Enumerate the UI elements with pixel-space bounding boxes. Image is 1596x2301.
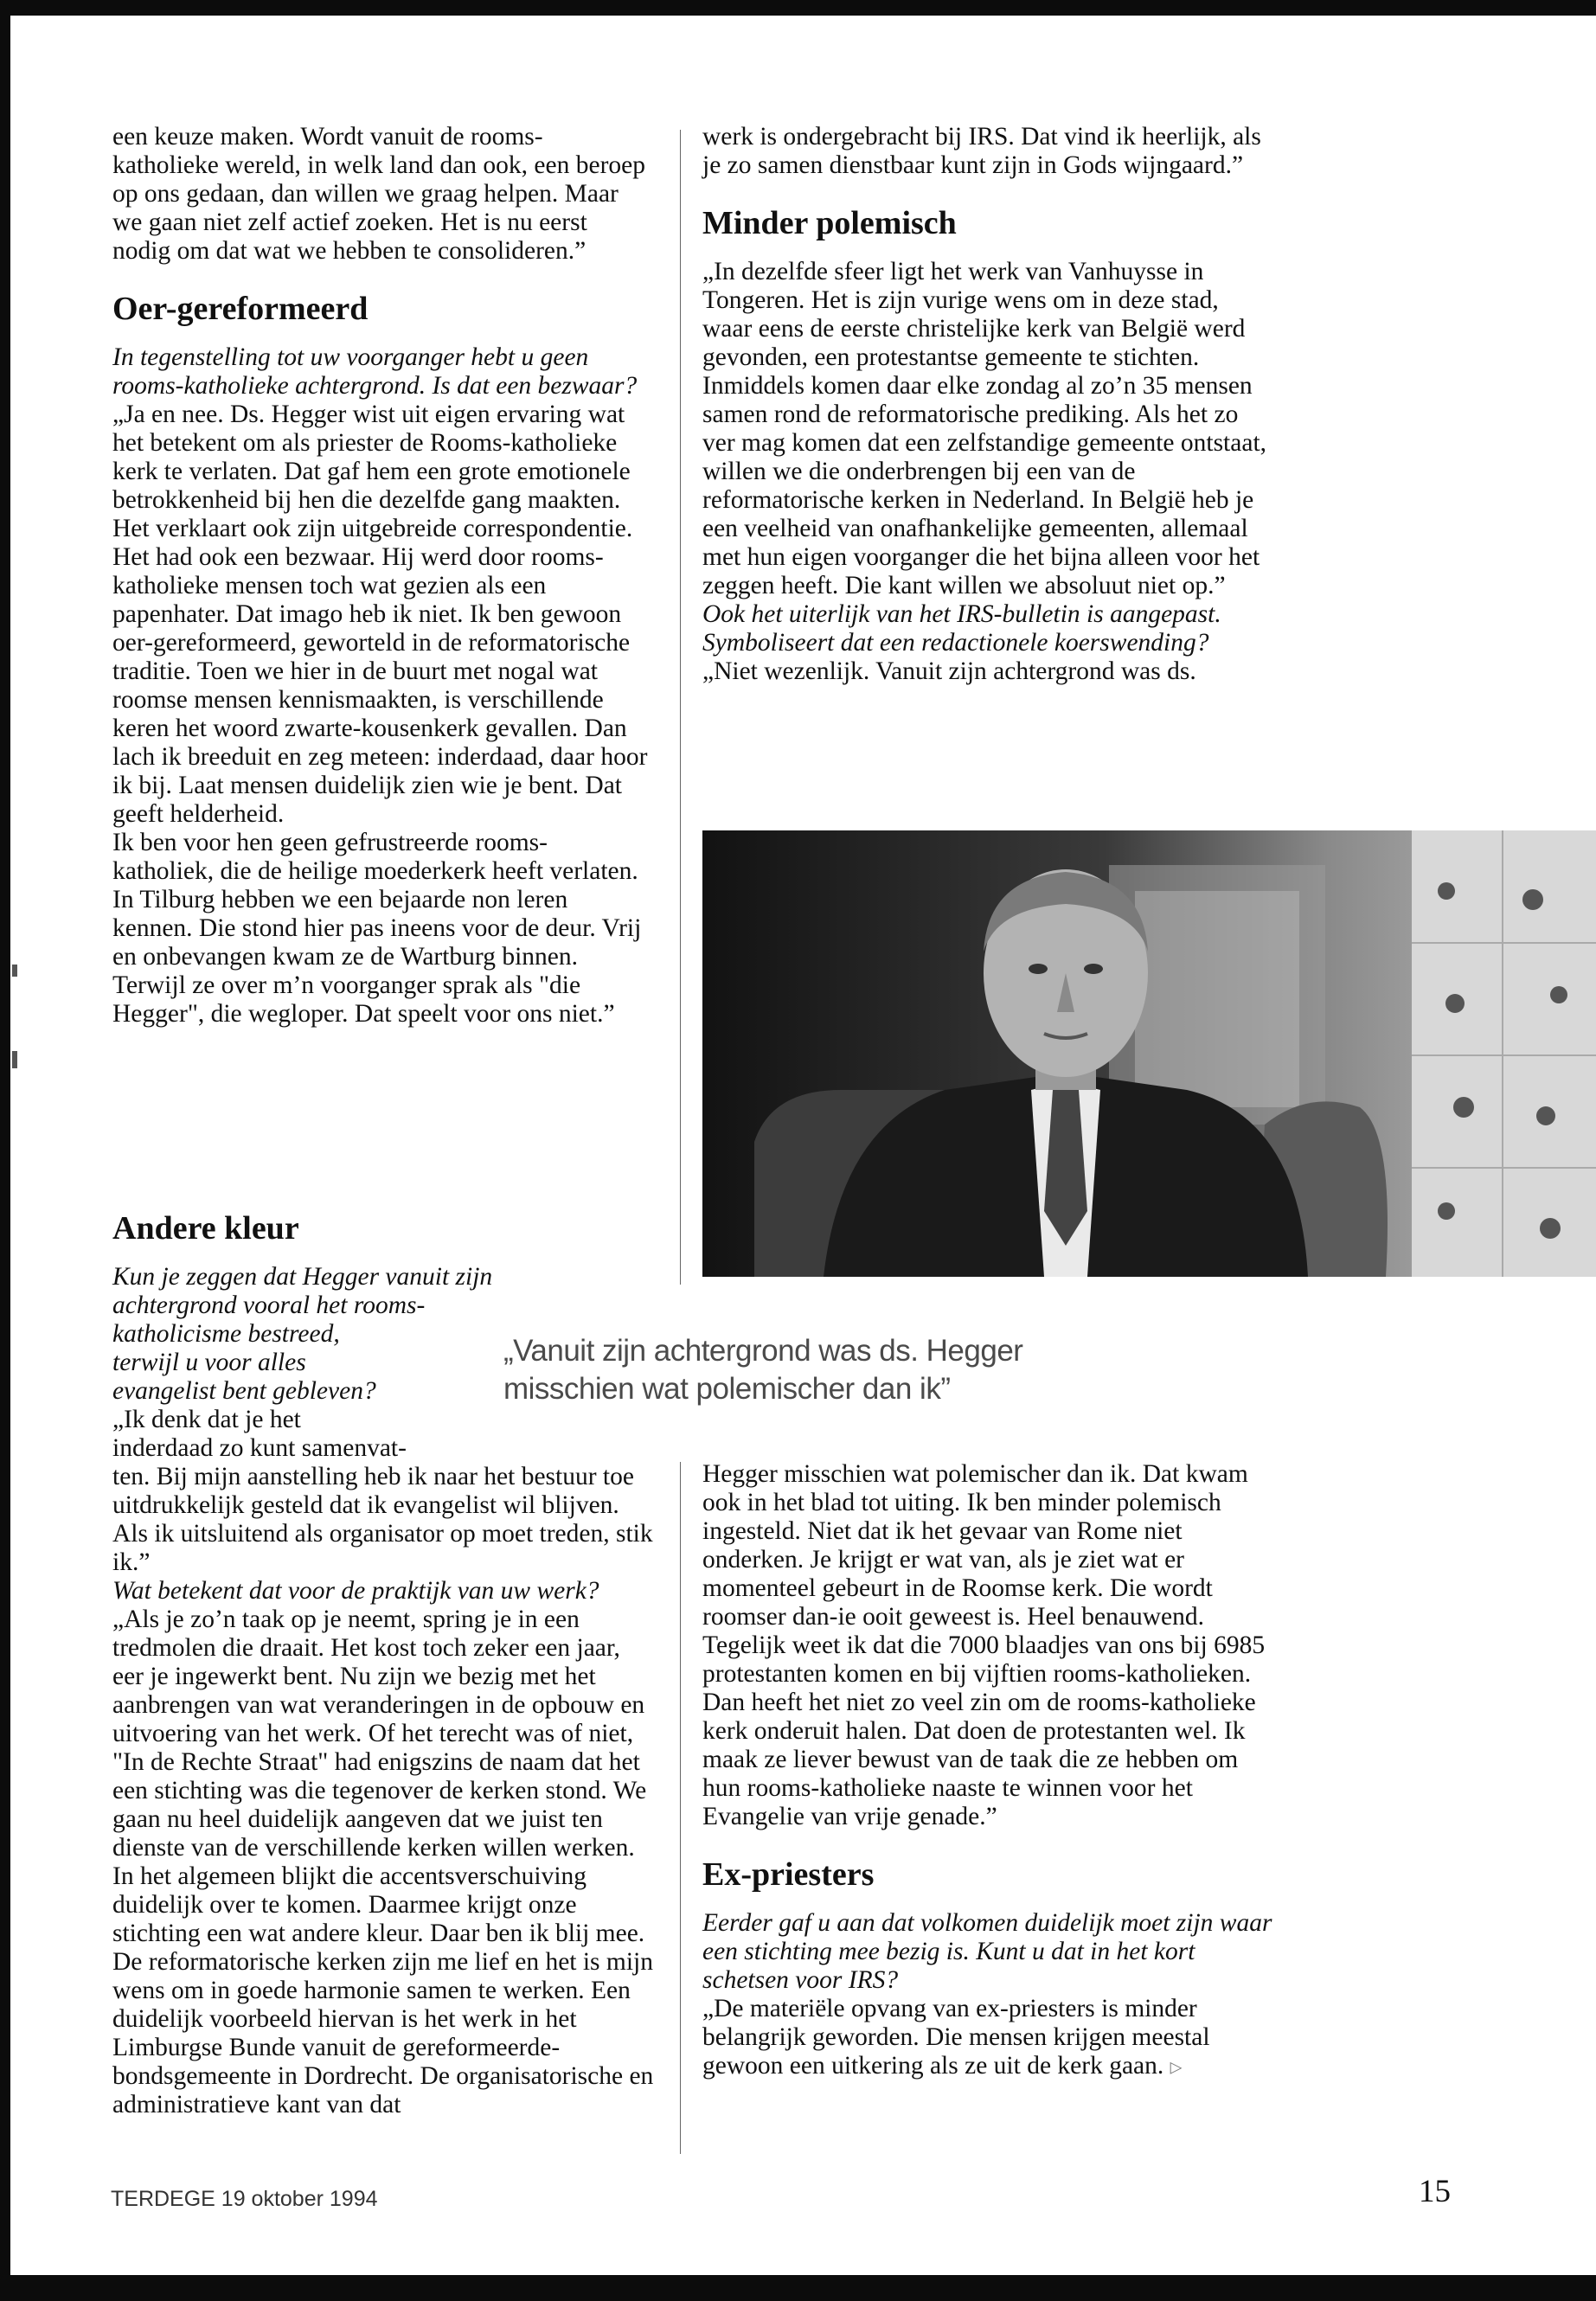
paragraph: werk is ondergebracht bij IRS. Dat vind ik heerlijk, als je zo samen dienstbaar kunt zijn in Gods wijngaard.” [702, 123, 1261, 179]
page-number: 15 [1419, 2174, 1451, 2209]
heading-oer-gereformeerd: Oer-gereformeerd [112, 291, 369, 327]
paragraph: „De materiële opvang van ex-priesters is minder belangrijk geworden. Die mensen krijgen meestal gewoon een uitkering als ze uit de kerk gaan. [702, 1995, 1210, 2080]
paragraph: „Als je zo’n taak op je neemt, spring je in een tredmolen die draait. Het kost toch zeker een jaar, eer je ingewerkt bent. Nu zijn we bezig met het aanbrengen van wat veranderingen in de opbouw en uitvoering van het werk. Of het terecht was of niet, "In de Rechte Straat" had enigszins de naam dat het een stichting was die tegenover de kerken stond. We gaan nu heel duidelijk aangeven dat we juist ten dienste van de verschillende kerken willen werken. [112, 1606, 647, 1862]
heading-minder-polemisch: Minder polemisch [702, 205, 957, 241]
paragraph: „In dezelfde sfeer ligt het werk van Vanhuysse in Tongeren. Het is zijn vurige wens om in deze stad, waar eens de eerste christelijke kerk van België werd gevonden, een protestantse gemeente te stichten. Inmiddels komen daar elke zondag al zo’n 35 mensen samen rond de reformatorische prediking. Als het zo ver mag komen dat een zelfstandige gemeente ontstaat, willen we die onderbrengen bij een van de reformatorische kerken in Nederland. In België heb je een veelheid van onafhankelijke gemeenten, allemaal met hun eigen voorganger die het bijna alleen voor het zeggen heeft. Die kant willen we absoluut niet op.” [702, 258, 1267, 599]
paragraph: Tegelijk weet ik dat die 7000 blaadjes van ons bij 6985 protestanten komen en bij vijftien rooms-katholieken. Dan heeft het niet zo veel zin om de rooms-katholieke kerk onderuit halen. Dat doen de protestanten wel. Ik maak ze liever bewust van de taak die ze hebben om hun rooms-katholieke naaste te winnen voor het Evangelie van vrije genade.” [702, 1631, 1266, 1830]
column-rule [680, 1462, 681, 2154]
column-right-bottom [702, 1460, 1273, 2082]
column-right-top [702, 123, 1273, 686]
heading-andere-kleur: Andere kleur [112, 1210, 299, 1247]
interview-question: Ook het uiterlijk van het IRS-bulletin is aangepast. Symboliseert dat een redactionele koerswending? [702, 600, 1221, 657]
paragraph: Ik ben voor hen geen gefrustreerde rooms-katholiek, die de heilige moederkerk heeft verlaten. In Tilburg hebben we een bejaarde non leren kennen. Die stond hier pas ineens voor de deur. Vrij en onbevangen kwam ze de Wartburg binnen. Terwijl ze over m’n voorganger sprak als "die Hegger", die wegloper. Dat speelt voor ons niet.” [112, 829, 642, 1028]
scan-top-border [0, 0, 1596, 16]
column-left-top [112, 123, 649, 1029]
continue-triangle-icon: ▷ [1170, 2058, 1183, 2077]
interview-question: Kun je zeggen dat Hegger vanuit zijn achtergrond vooral het rooms- [112, 1263, 493, 1319]
pull-quote-line: misschien wat polemischer dan ik” [503, 1372, 951, 1406]
scan-margin-mark [12, 965, 17, 977]
paragraph: In het algemeen blijkt die accentsverschuiving duidelijk over te komen. Daarmee krijgt onze stichting een wat andere kleur. Daar ben ik blij mee. De reformatorische kerken zijn me lief en het is mijn wens om in goede harmonie samen te werken. Een duidelijk voorbeeld hiervan is het werk in het Limburgse Bunde vanuit de gereformeerde-bondsgemeente in Dordrecht. De organisatorische en administratieve kant van dat [112, 1862, 654, 2118]
paragraph: „Ja en nee. Ds. Hegger wist uit eigen ervaring wat het betekent om als priester de Rooms-katholieke kerk te verlaten. Dat gaf hem een grote emotionele betrokkenheid bij hen die dezelfde gang maakten. Het verklaart ook zijn uitgebreide correspondentie. [112, 401, 633, 542]
heading-ex-priesters: Ex-priesters [702, 1856, 875, 1893]
footer-magazine-date: TERDEGE 19 oktober 1994 [111, 2187, 378, 2211]
pull-quote-line: „Vanuit zijn achtergrond was ds. Hegger [503, 1334, 1023, 1368]
paragraph: ten. Bij mijn aanstelling heb ik naar het bestuur toe uitdrukkelijk gesteld dat ik evangelist wil blijven. Als ik uitsluitend als organisator op moet treden, stik ik.” [112, 1463, 653, 1576]
portrait-photo [702, 830, 1596, 1277]
interview-question-continued: katholicisme bestreed, terwijl u voor alles evangelist bent gebleven? [112, 1320, 376, 1405]
interview-question: Eerder gaf u aan dat volkomen duidelijk moet zijn waar een stichting mee bezig is. Kunt u dat in het kort schetsen voor IRS? [702, 1909, 1272, 1994]
paragraph: een keuze maken. Wordt vanuit de rooms-katholieke wereld, in welk land dan ook, een beroep op ons gedaan, dan willen we graag helpen. Maar we gaan niet zelf actief zoeken. Het is nu eerst nodig om dat wat we hebben te consolideren.” [112, 123, 645, 265]
paragraph-start: „Ik denk dat je het inderdaad zo kunt samenvat- [112, 1406, 407, 1462]
interview-question: In tegenstelling tot uw voorganger hebt u geen rooms-katholieke achtergrond. Is dat een bezwaar? [112, 343, 638, 400]
pull-quote [503, 1332, 1057, 1408]
scan-margin-mark [12, 1051, 17, 1068]
paragraph: Hegger misschien wat polemischer dan ik. Dat kwam ook in het blad tot uiting. Ik ben minder polemisch ingesteld. Niet dat ik het gevaar van Rome niet onderken. Je krijgt er wat van, als je ziet wat er momenteel gebeurt in de Roomse kerk. Die wordt roomser dan-ie ooit geweest is. Heel benauwend. [702, 1460, 1248, 1631]
paragraph: Het had ook een bezwaar. Hij werd door rooms-katholieke mensen toch wat gezien als een papenhater. Dat imago heb ik niet. Ik ben gewoon oer-gereformeerd, geworteld in de reformatorische traditie. Toen we hier in de buurt met nogal wat roomse mensen kennismaakten, is verschillende keren het woord zwarte-kousenkerk gevallen. Dan lach ik breeduit en zeg meteen: inderdaad, daar hoor ik bij. Laat mensen duidelijk zien wie je bent. Dat geeft helderheid. [112, 543, 648, 828]
paragraph: „Niet wezenlijk. Vanuit zijn achtergrond was ds. [702, 657, 1196, 685]
column-rule [680, 130, 681, 1285]
paragraph-last [702, 1995, 1273, 2082]
scan-left-border [0, 0, 10, 2301]
interview-question: Wat betekent dat voor de praktijk van uw werk? [112, 1577, 599, 1605]
scan-bottom-border [0, 2275, 1596, 2301]
